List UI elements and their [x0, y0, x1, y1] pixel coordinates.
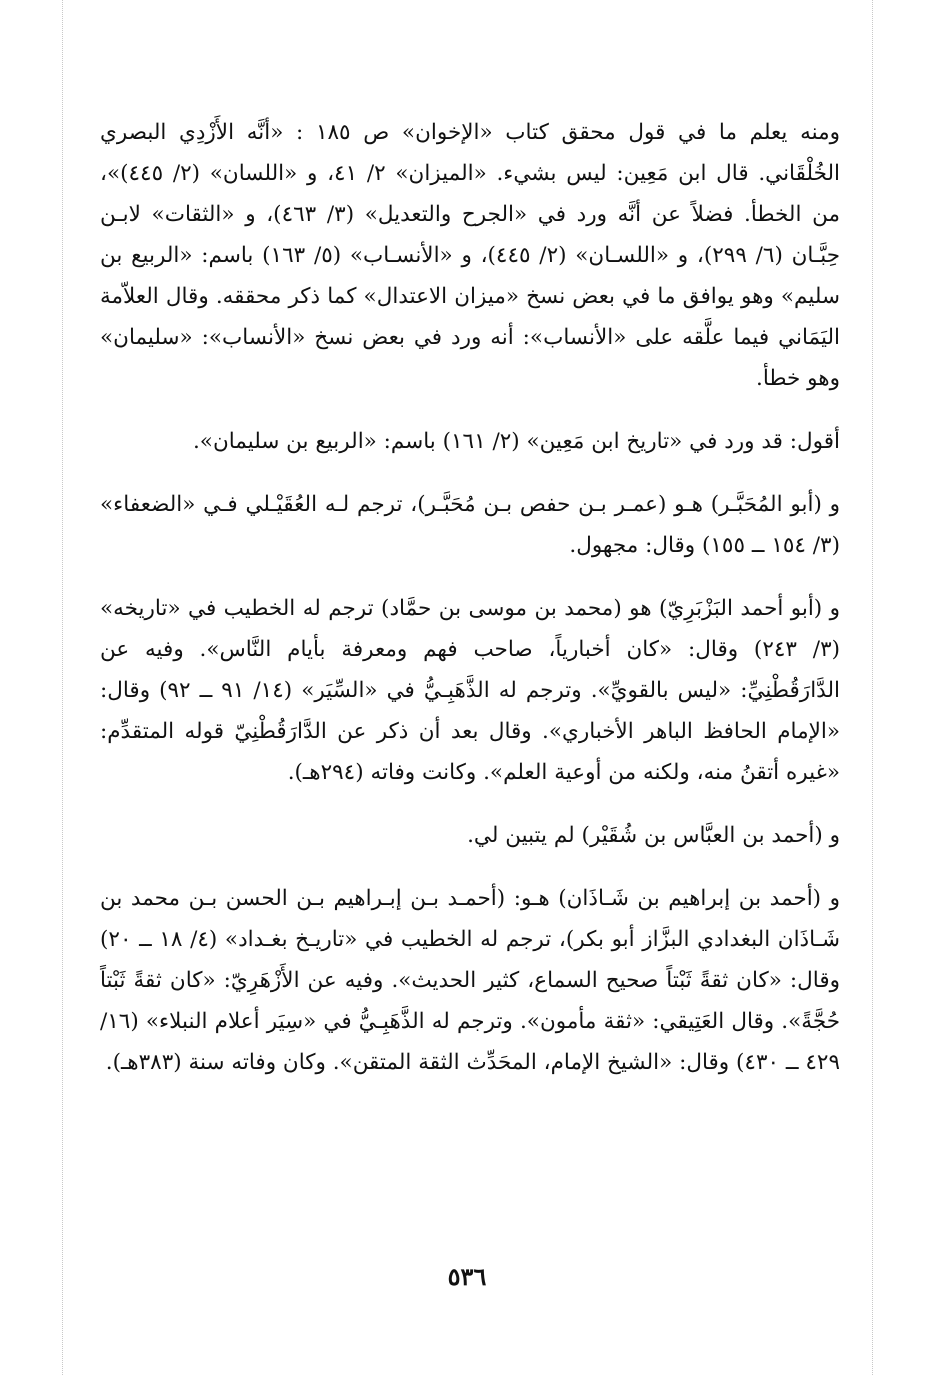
paragraph-6: و (أحمد بن إبراهيم بن شَـاذَان) هـو: (أحمـد بـن إبـراهيم بـن الحسن بـن محمد بن شَـاذَان البغدادي البزَّاز أبو بكر)، ترجم له الخطيب في «تاريـخ بغـداد» (٤/ ١٨ ــ ٢٠) وقال: «كان ثقةً ثَبْتاً صحيح السماع، كثير الحديث». وفيه عن الأَزْهَرِيّ: «كان ثقةً ثَبْتاً حُجَّةً». وقال العَتِيقي: «ثقة مأمون». وترجم له الذَّهَبِـيُّ في «سِيَر أعلام النبلاء» (١٦/ ٤٢٩ ــ ٤٣٠) وقال: «الشيخ الإمام، المحَدِّث الثقة المتقن». وكان وفاته سنة (٣٨٣هـ). [100, 886, 840, 1075]
margin-guide-left [62, 0, 63, 1375]
paragraph-2: أقول: قد ورد في «تاريخ ابن مَعِين» (٢/ ١٦١) باسم: «الربيع بن سليمان». [192, 429, 840, 454]
paragraph-4: و (أبو أحمد البَزْبَرِيّ) هو (محمد بن موسى بن حمَّاد) ترجم له الخطيب في «تاريخه» (٣/ ٢٤٣) وقال: «كان أخبارياً، صاحب فهم ومعرفة بأيام النَّاس». وفيه عن الدَّارَقُطْنِيِّ: «ليس بالقويِّ». وترجم له الذَّهَبِـيُّ في «السِّيَر» (١٤/ ٩١ ــ ٩٢) وقال: «الإمام الحافظ الباهر الأخباري». وقال بعد أن ذكر عن الدَّارَقُطْنِيّ قوله المتقدِّم: «غيره أتقنُ منه، ولكنه من أوعية العلم». وكانت وفاته (٢٩٤هـ). [100, 596, 841, 785]
paragraph-3: و (أبو المُحَبَّـر) هـو (عمـر بـن حفص بـن مُحَبَّـر)، ترجم لـه العُقَيْـلي فـي «الضعفاء» (٣/ ١٥٤ ــ ١٥٥) وقال: مجهول. [100, 492, 840, 558]
page-body [100, 112, 840, 1105]
page-number: ٥٣٦ [447, 1262, 487, 1291]
paragraph-1: ومنه يعلم ما في قول محقق كتاب «الإخوان» ص ١٨٥ : «أنَّه الأَزْدِي البصري الخُلْقَاني. قال ابن مَعِين: ليس بشيء. «الميزان» ٢/ ٤١، و «اللسان» (٢/ ٤٤٥)»، من الخطأ. فضلاً عن أنَّه ورد في «الجرح والتعديل» (٣/ ٤٦٣)، و «الثقات» لابـن حِبَّـان (٦/ ٢٩٩)، و «اللسـان» (٢/ ٤٤٥)، و «الأنسـاب» (٥/ ١٦٣) باسم: «الربيع بن سليم» وهو يوافق ما في بعض نسخ «ميزان الاعتدال» كما ذكر محققه. وقال العلاّمة اليَمَاني فيما علَّقه على «الأنساب»: أنه ورد في بعض نسخ «الأنساب»: «سليمان» وهو خطأ. [100, 120, 841, 391]
margin-guide-right [872, 0, 873, 1375]
paragraph-5: و (أحمد بن العبَّاس بن شُقَيْر) لم يتبين لي. [467, 823, 840, 848]
